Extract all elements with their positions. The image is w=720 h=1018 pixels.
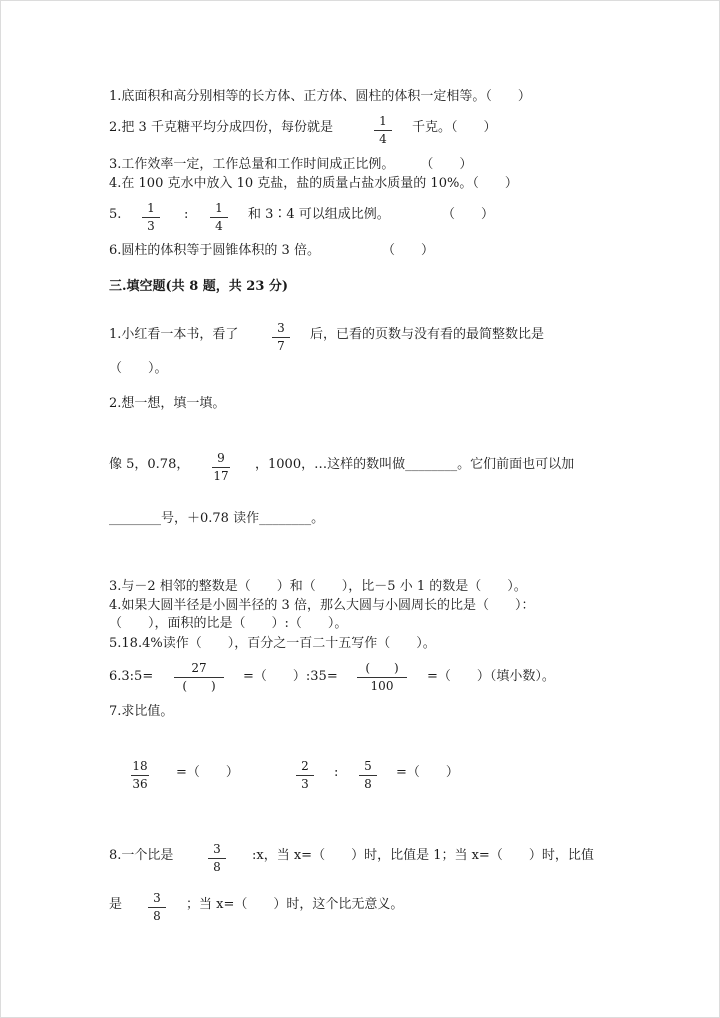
fraction-denominator: 8 [364,777,372,791]
fill-q2-title: 2.想一想，填一填。 [109,396,226,411]
fill-q7-fraction-1 [128,760,152,791]
fill-q6-fraction-2 [357,662,407,693]
fill-q2-prefix: 像 5，0.78， [109,457,190,472]
fill-q7-fraction-3 [356,760,380,791]
judge-q3: 3.工作效率一定，工作总量和工作时间成正比例。 （ ） [109,157,473,172]
judge-q2-suffix: 千克。（ ） [412,120,497,135]
fill-q7-fraction-2 [293,760,317,791]
fraction-bar [208,858,226,859]
fraction-numerator: 27 [191,661,207,675]
fill-q2-fraction [209,452,233,483]
fraction-numerator: ( ) [365,661,399,675]
fill-q7-title: 7.求比值。 [109,704,174,719]
fraction-numerator: 3 [277,321,285,335]
fill-q8-suffix: :x，当 x=（ ）时，比值是 1；当 x=（ ）时，比值 [252,848,594,863]
fraction-numerator: 18 [132,759,148,773]
fill-q6-suffix: =（ ）（填小数）。 [427,669,555,684]
fraction-numerator: 1 [379,114,387,128]
judge-q5-fraction-2 [207,202,231,233]
fraction-denominator: 3 [301,777,309,791]
fill-q7-answer-1: =（ ） [176,765,239,780]
fill-q3: 3.与－2 相邻的整数是（ ）和（ ），比－5 小 1 的数是（ ）。 [109,579,527,594]
fill-q4-line2: （ ），面积的比是（ ）:（ ）。 [109,616,348,631]
fill-q6-prefix: 6.3:5= [109,669,154,684]
fill-q2-suffix: ，1000，…这样的数叫做________。它们前面也可以加 [255,457,575,472]
judge-q2-prefix: 2.把 3 千克糖平均分成四份，每份就是 [109,120,333,135]
fraction-bar [210,217,228,218]
fill-q6-middle: =（ ）:35= [243,669,338,684]
judge-q1: 1.底面积和高分别相等的长方体、正方体、圆柱的体积一定相等。（ ） [109,89,531,104]
judge-q5-paren: （ ） [442,207,495,222]
fraction-denominator: 3 [147,219,155,233]
judge-q2-fraction [371,115,395,146]
fill-q8-line2-suffix: ；当 x=（ ）时，这个比无意义。 [186,897,404,912]
fraction-denominator: 4 [379,132,387,146]
fraction-denominator: 100 [370,679,394,693]
fill-q8-fraction [205,843,229,874]
fill-q7-answer-2: =（ ） [396,765,459,780]
fill-q8-prefix: 8.一个比是 [109,848,174,863]
fraction-numerator: 3 [213,842,221,856]
fraction-numerator: 2 [301,759,309,773]
fraction-numerator: 1 [147,201,155,215]
fraction-denominator: 36 [132,777,148,791]
fraction-bar [272,337,290,338]
fraction-numerator: 1 [215,201,223,215]
fraction-denominator: 8 [213,860,221,874]
fill-q1-fraction [269,322,293,353]
fill-q8-line2-prefix: 是 [109,897,123,912]
judge-q5-number: 5. [109,207,122,222]
fraction-denominator: 7 [277,339,285,353]
fraction-denominator: 17 [213,469,229,483]
fill-q1-suffix: 后，已看的页数与没有看的最简整数比是 [310,327,545,342]
judge-q6-paren: （ ） [382,243,435,258]
fraction-denominator: 8 [153,909,161,923]
fill-q4-line1: 4.如果大圆半径是小圆半径的 3 倍，那么大圆与小圆周长的比是（ ）： [109,598,535,613]
fraction-bar [131,775,149,776]
fraction-bar [148,907,166,908]
fraction-denominator: 4 [215,219,223,233]
section-title: 三.填空题(共 8 题，共 23 分) [109,279,289,294]
fraction-bar [359,775,377,776]
fraction-bar [174,677,224,678]
fraction-bar [374,130,392,131]
fraction-bar [296,775,314,776]
judge-q5-colon: : [184,207,189,222]
judge-q4: 4.在 100 克水中放入 10 克盐，盐的质量占盐水质量的 10%。（ ） [109,176,518,191]
fraction-denominator: ( ) [182,679,216,693]
judge-q5-fraction-1 [139,202,163,233]
judge-q5-suffix: 和 3∶4 可以组成比例。 [248,207,390,222]
fill-q5: 5.18.4%读作（ ），百分之一百二十五写作（ ）。 [109,636,436,651]
fraction-bar [142,217,160,218]
fill-q1-prefix: 1.小红看一本书，看了 [109,327,239,342]
fill-q8-line2-fraction [145,892,169,923]
fraction-numerator: 3 [153,891,161,905]
fraction-numerator: 9 [217,451,225,465]
fill-q2-line2: ________号，＋0.78 读作________。 [109,511,325,526]
fraction-bar [212,467,230,468]
fraction-bar [357,677,407,678]
judge-q6: 6.圆柱的体积等于圆锥体积的 3 倍。 [109,243,320,258]
fill-q1-line2: （ ）。 [109,361,168,376]
fill-q7-colon: : [334,765,339,780]
fill-q6-fraction-1 [174,662,224,693]
fraction-numerator: 5 [364,759,372,773]
